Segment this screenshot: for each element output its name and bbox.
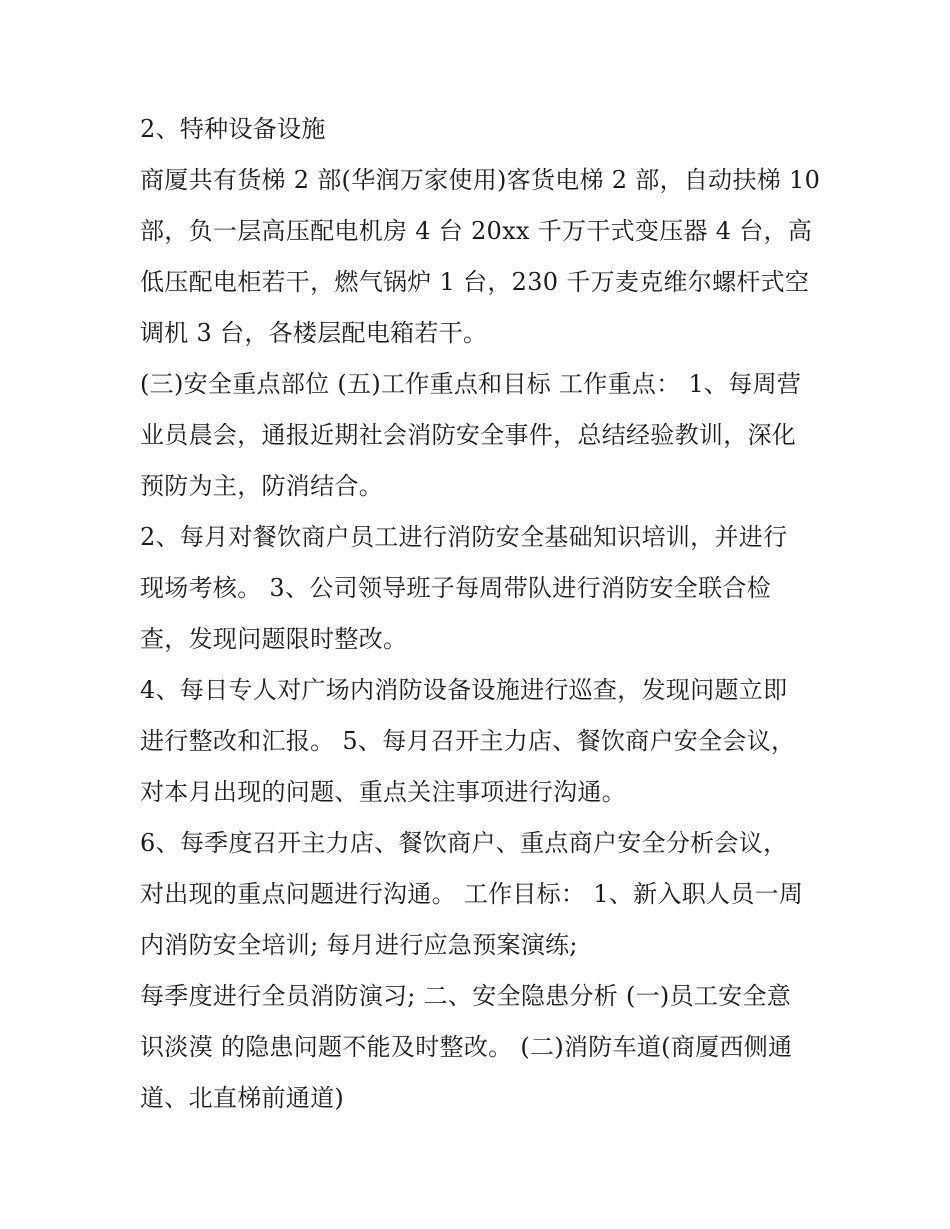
text-line: 道、北直梯前通道) bbox=[140, 1084, 345, 1112]
text-line: 内消防安全培训; 每月进行应急预案演练; bbox=[140, 931, 578, 959]
text-line: 2、特种设备设施 bbox=[140, 115, 326, 143]
paragraph-quarterly-meetings bbox=[140, 818, 820, 971]
text-line: 进行整改和汇报。 5、每月召开主力店、餐饮商户安全会议， bbox=[140, 727, 796, 755]
text-line: 2、每月对餐饮商户员工进行消防安全基础知识培训，并进行 bbox=[140, 523, 788, 551]
text-line: 6、每季度召开主力店、餐饮商户、重点商户安全分析会议， bbox=[140, 829, 788, 857]
text-line: 对出现的重点问题进行沟通。 工作目标： 1、新入职人员一周 bbox=[140, 880, 804, 908]
text-line: 对本月出现的问题、重点关注事项进行沟通。 bbox=[140, 778, 626, 806]
text-line: 商厦共有货梯 2 部(华润万家使用)客货电梯 2 部，自动扶梯 10 bbox=[140, 166, 821, 194]
paragraph-special-equipment-heading bbox=[140, 104, 820, 155]
paragraph-hazard-analysis bbox=[140, 971, 820, 1124]
text-line: 低压配电柜若干，燃气锅炉 1 台，230 千万麦克维尔螺杆式空 bbox=[140, 268, 810, 296]
text-line: 预防为主，防消结合。 bbox=[140, 472, 383, 500]
text-line: 每季度进行全员消防演习; 二、安全隐患分析 (一)员工安全意 bbox=[140, 982, 792, 1010]
text-line: 业员晨会，通报近期社会消防安全事件，总结经验教训，深化 bbox=[140, 421, 797, 449]
text-line: 4、每日专人对广场内消防设备设施进行巡查，发现问题立即 bbox=[140, 676, 788, 704]
text-line: 识淡漠 的隐患问题不能及时整改。 (二)消防车道(商厦西侧通 bbox=[140, 1033, 793, 1061]
paragraph-monthly-training bbox=[140, 512, 820, 665]
text-line: 现场考核。 3、公司领导班子每周带队进行消防安全联合检 bbox=[140, 574, 771, 602]
paragraph-key-areas-and-goals bbox=[140, 359, 820, 512]
text-line: 查，发现问题限时整改。 bbox=[140, 625, 408, 653]
text-line: 调机 3 台，各楼层配电箱若干。 bbox=[140, 319, 488, 347]
text-line: 部，负一层高压配电机房 4 台 20xx 千万干式变压器 4 台，高 bbox=[140, 217, 813, 245]
paragraph-equipment-list bbox=[140, 155, 820, 359]
paragraph-daily-inspection bbox=[140, 665, 820, 818]
text-line: (三)安全重点部位 (五)工作重点和目标 工作重点： 1、每周营 bbox=[140, 370, 802, 398]
document-body bbox=[140, 104, 820, 1124]
